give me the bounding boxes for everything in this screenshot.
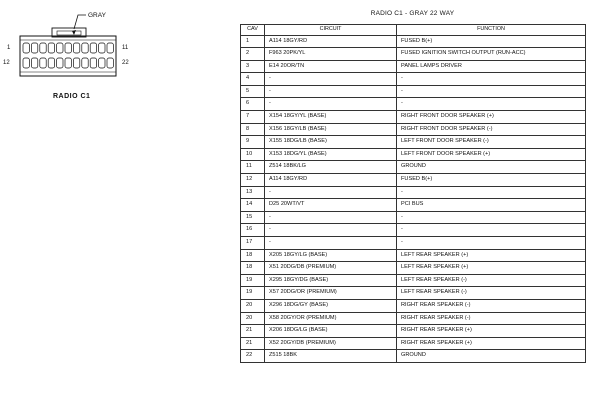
function-cell: -: [397, 186, 586, 199]
function-cell: PCI BUS: [397, 199, 586, 212]
function-cell: FUSED IGNITION SWITCH OUTPUT (RUN-ACC): [397, 48, 586, 61]
table-row: [241, 274, 586, 287]
function-cell: RIGHT REAR SPEAKER (+): [397, 325, 586, 338]
header-circuit: CIRCUIT: [265, 25, 397, 36]
top-pin-cavity: [40, 43, 46, 53]
function-cell: GROUND: [397, 161, 586, 174]
circuit-cell: -: [265, 211, 397, 224]
top-pin-cavity: [23, 43, 29, 53]
circuit-cell: D25 20WT/VT: [265, 199, 397, 212]
function-cell: -: [397, 73, 586, 86]
table-row: [241, 186, 586, 199]
circuit-cell: X155 18DG/LB (BASE): [265, 136, 397, 149]
cav-cell: 12: [241, 174, 265, 187]
cav-cell: 19: [241, 287, 265, 300]
bottom-pin-cavity: [40, 58, 46, 68]
cav-cell: 21: [241, 337, 265, 350]
circuit-cell: -: [265, 73, 397, 86]
function-cell: -: [397, 85, 586, 98]
circuit-cell: -: [265, 237, 397, 250]
bottom-pin-cavity: [31, 58, 37, 68]
table-row: [241, 60, 586, 73]
cav-cell: 17: [241, 237, 265, 250]
cav-cell: 19: [241, 274, 265, 287]
cav-cell: 2: [241, 48, 265, 61]
table-row: [241, 161, 586, 174]
header-function: FUNCTION: [397, 25, 586, 36]
top-pin-cavity: [48, 43, 54, 53]
table-row: [241, 136, 586, 149]
function-cell: LEFT REAR SPEAKER (+): [397, 249, 586, 262]
connector-latch-inner: [57, 31, 81, 35]
table-row: [241, 312, 586, 325]
bottom-pin-cavity: [73, 58, 79, 68]
pin-label-22: 22: [122, 60, 129, 66]
function-cell: LEFT REAR SPEAKER (-): [397, 274, 586, 287]
leader-line: [74, 15, 86, 29]
cav-cell: 7: [241, 111, 265, 124]
cav-cell: 8: [241, 123, 265, 136]
bottom-pin-cavity: [82, 58, 88, 68]
function-cell: LEFT REAR SPEAKER (-): [397, 287, 586, 300]
top-pin-cavity: [65, 43, 71, 53]
function-cell: FUSED B(+): [397, 35, 586, 48]
circuit-cell: -: [265, 98, 397, 111]
function-cell: -: [397, 211, 586, 224]
function-cell: RIGHT FRONT DOOR SPEAKER (-): [397, 123, 586, 136]
table-row: [241, 337, 586, 350]
function-cell: RIGHT REAR SPEAKER (+): [397, 337, 586, 350]
cav-cell: 15: [241, 211, 265, 224]
cav-cell: 10: [241, 148, 265, 161]
cav-cell: 11: [241, 161, 265, 174]
circuit-cell: Z514 18BK/LG: [265, 161, 397, 174]
cav-cell: 21: [241, 325, 265, 338]
table-row: [241, 85, 586, 98]
table-row: [241, 174, 586, 187]
bottom-pin-cavity: [90, 58, 96, 68]
function-cell: LEFT FRONT DOOR SPEAKER (+): [397, 148, 586, 161]
circuit-cell: X296 18DG/GY (BASE): [265, 299, 397, 312]
table-row: [241, 249, 586, 262]
table-row: [241, 299, 586, 312]
top-pin-cavity: [82, 43, 88, 53]
header-cav: CAV: [241, 25, 265, 36]
table-title: RADIO C1 - GRAY 22 WAY: [370, 10, 455, 17]
cav-cell: 5: [241, 85, 265, 98]
cav-cell: 16: [241, 224, 265, 237]
circuit-cell: X153 18DG/YL (BASE): [265, 148, 397, 161]
bottom-pin-cavity: [48, 58, 54, 68]
circuit-cell: X57 20DG/OR (PREMIUM): [265, 287, 397, 300]
table-header-row: [241, 25, 586, 36]
function-cell: FUSED B(+): [397, 174, 586, 187]
circuit-cell: X295 18GY/DG (BASE): [265, 274, 397, 287]
cav-cell: 22: [241, 350, 265, 363]
cav-cell: 13: [241, 186, 265, 199]
cav-cell: 3: [241, 60, 265, 73]
table-row: [241, 237, 586, 250]
circuit-cell: X205 18GY/LG (BASE): [265, 249, 397, 262]
top-pin-cavity: [107, 43, 113, 53]
bottom-pin-cavity: [65, 58, 71, 68]
top-pin-cavity: [99, 43, 105, 53]
cav-cell: 18: [241, 249, 265, 262]
bottom-pin-cavity: [99, 58, 105, 68]
circuit-cell: X154 18GY/YL (BASE): [265, 111, 397, 124]
connector-color-label: GRAY: [88, 12, 106, 19]
top-pin-cavity: [57, 43, 63, 53]
table-row: [241, 287, 586, 300]
circuit-cell: A114 18GY/RD: [265, 35, 397, 48]
function-cell: LEFT REAR SPEAKER (+): [397, 262, 586, 275]
cav-cell: 14: [241, 199, 265, 212]
circuit-cell: X156 18GY/LB (BASE): [265, 123, 397, 136]
function-cell: PANEL LAMPS DRIVER: [397, 60, 586, 73]
connector-housing: [20, 36, 116, 76]
table-row: [241, 73, 586, 86]
function-cell: LEFT FRONT DOOR SPEAKER (-): [397, 136, 586, 149]
cav-cell: 9: [241, 136, 265, 149]
cav-cell: 18: [241, 262, 265, 275]
bottom-pin-cavity: [57, 58, 63, 68]
pin-label-1: 1: [7, 45, 11, 51]
top-pin-cavity: [90, 43, 96, 53]
circuit-cell: X52 20GY/DB (PREMIUM): [265, 337, 397, 350]
circuit-cell: F963 20PK/YL: [265, 48, 397, 61]
circuit-cell: -: [265, 85, 397, 98]
table-row: [241, 224, 586, 237]
table-row: [241, 123, 586, 136]
circuit-cell: Z515 18BK: [265, 350, 397, 363]
table-row: [241, 48, 586, 61]
cav-cell: 4: [241, 73, 265, 86]
circuit-cell: E14 20OR/TN: [265, 60, 397, 73]
pinout-table: [240, 24, 586, 363]
cav-cell: 1: [241, 35, 265, 48]
circuit-cell: A114 18GY/RD: [265, 174, 397, 187]
bottom-pin-cavity: [107, 58, 113, 68]
cav-cell: 6: [241, 98, 265, 111]
table-row: [241, 98, 586, 111]
table-row: [241, 111, 586, 124]
table-row: [241, 262, 586, 275]
table-row: [241, 325, 586, 338]
circuit-cell: X206 18DG/LG (BASE): [265, 325, 397, 338]
function-cell: RIGHT REAR SPEAKER (-): [397, 312, 586, 325]
bottom-pin-cavity: [23, 58, 29, 68]
table-row: [241, 148, 586, 161]
cav-cell: 20: [241, 312, 265, 325]
circuit-cell: X58 20GY/OR (PREMIUM): [265, 312, 397, 325]
table-body: [241, 35, 586, 362]
circuit-cell: -: [265, 224, 397, 237]
function-cell: GROUND: [397, 350, 586, 363]
table-row: [241, 199, 586, 212]
table-row: [241, 35, 586, 48]
function-cell: -: [397, 237, 586, 250]
function-cell: -: [397, 98, 586, 111]
function-cell: -: [397, 224, 586, 237]
table-row: [241, 211, 586, 224]
pin-row-top: [23, 43, 113, 53]
top-pin-cavity: [73, 43, 79, 53]
top-pin-cavity: [31, 43, 37, 53]
circuit-cell: X51 20DG/DB (PREMIUM): [265, 262, 397, 275]
pin-label-12: 12: [3, 60, 10, 66]
table-row: [241, 350, 586, 363]
pin-row-bottom: [23, 58, 113, 68]
cav-cell: 20: [241, 299, 265, 312]
pin-label-11: 11: [122, 45, 129, 51]
connector-title: RADIO C1: [53, 93, 91, 100]
function-cell: RIGHT FRONT DOOR SPEAKER (+): [397, 111, 586, 124]
circuit-cell: -: [265, 186, 397, 199]
function-cell: RIGHT REAR SPEAKER (-): [397, 299, 586, 312]
